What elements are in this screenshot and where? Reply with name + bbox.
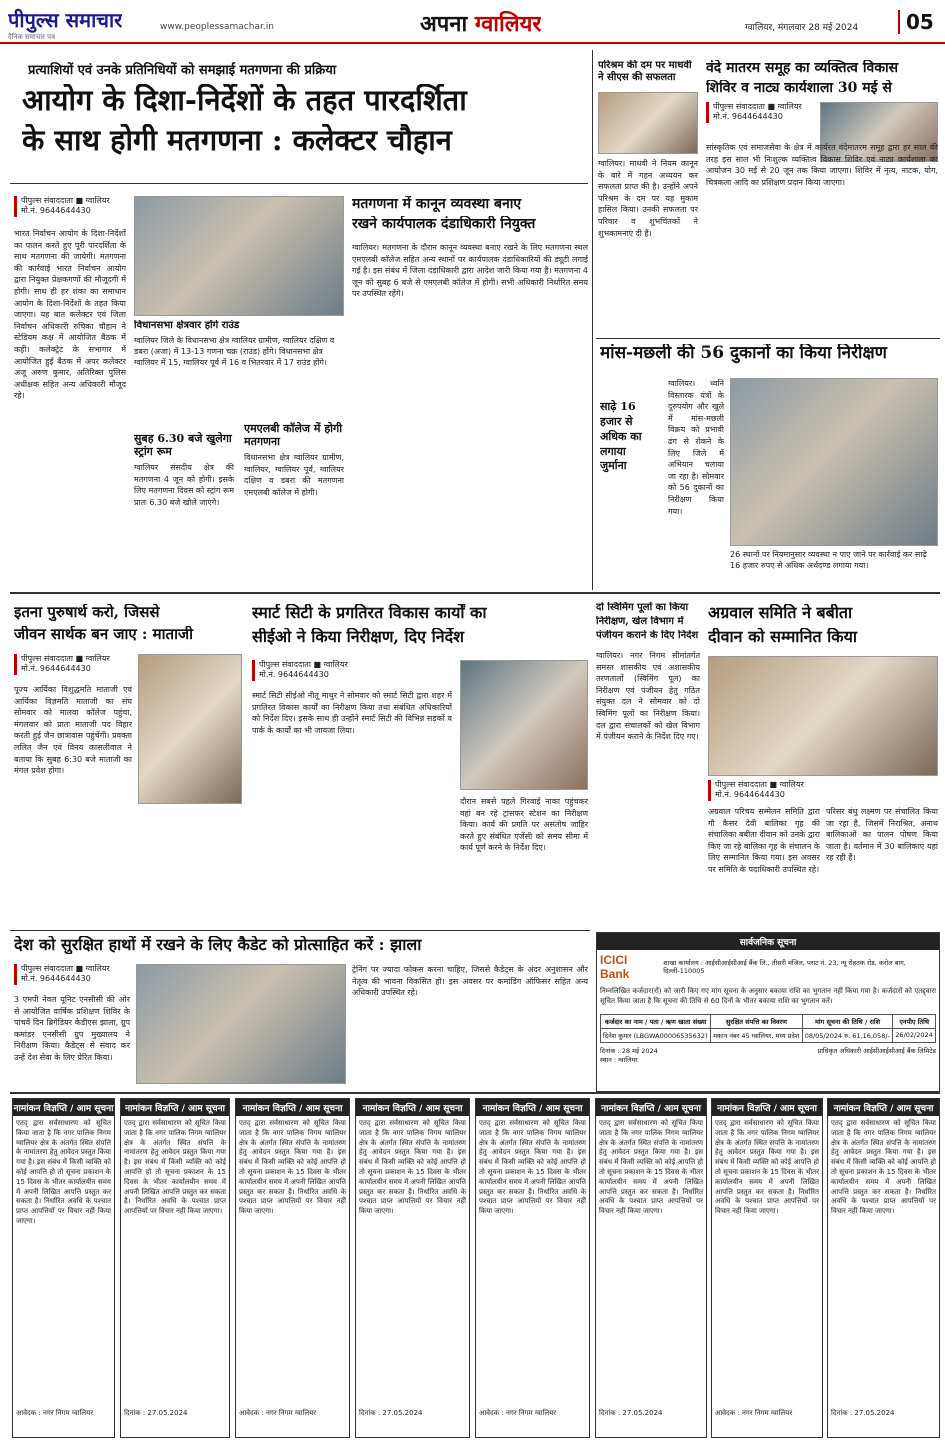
public-notice-title: सार्वजनिक सूचना: [597, 933, 939, 950]
cadet-byline: [14, 964, 124, 985]
vijapti-body-3: एतद् द्वारा सर्वसाधारण को सूचित किया जाता है कि नगर पालिक निगम ग्वालियर क्षेत्र के अंतर्गत स्थित संपत्ति के नामांतरण हेतु आवेदन प्रस्तुत किया गया है। इस संबंध में किसी व्यक्ति को कोई आपत्ति हो तो सूचना प्रकाशन के 15 दिवस के भीतर कार्यालयीन समय में अपनी लिखित आपत्ति प्रस्तुत कर सकता है। निर्धारित अवधि के पश्चात प्राप्त आपत्तियों पर विचार नहीं किया जाएगा।: [239, 1119, 346, 1216]
lead-byline: [14, 196, 124, 217]
vijapti-notice-5: [475, 1098, 590, 1438]
lead-headline-1: आयोग के दिशा-निर्देशों के तहत पारदर्शिता: [22, 84, 467, 117]
side-headline-2: रखने कार्यपालक दंडाधिकारी नियुक्त: [352, 216, 536, 232]
vijapti-notice-1: [12, 1098, 115, 1438]
agr-byline-text: पीपुल्स संवाददाता ■ ग्वालियर: [715, 780, 804, 789]
vijapti-body-6: एतद् द्वारा सर्वसाधारण को सूचित किया जाता है कि नगर पालिक निगम ग्वालियर क्षेत्र के अंतर्गत स्थित संपत्ति के नामांतरण हेतु आवेदन प्रस्तुत किया गया है। इस संबंध में किसी व्यक्ति को कोई आपत्ति हो तो सूचना प्रकाशन के 15 दिवस के भीतर कार्यालयीन समय में अपनी लिखित आपत्ति प्रस्तुत कर सकता है। निर्धारित अवधि के पश्चात प्राप्त आपत्तियों पर विचार नहीं किया जाएगा।: [599, 1119, 703, 1216]
agr-byline-phone: मो.नं. 9644644430: [715, 790, 785, 800]
mataji-photo: [138, 654, 242, 804]
vijapti-title-4: नामांकन विज्ञप्ति / आम सूचना: [356, 1099, 469, 1116]
smart-byline: [252, 660, 372, 681]
cadet-body: 3 एमपी नेवल यूनिट एनसीसी की ओर से आयोजित वार्षिक प्रशिक्षण शिविर के पांचवें दिन ब्रिगेडियर केडीएस झाला, ग्रुप कमांडर एनसीसी ग्रुप मुख्यालय ने निरीक्षण किया। कैडेट्स से संवाद कर उन्हें देश सेवा के लिए प्रेरित किया।: [14, 995, 130, 1062]
vijapti-body-7: एतद् द्वारा सर्वसाधारण को सूचित किया जाता है कि नगर पालिक निगम ग्वालियर क्षेत्र के अंतर्गत स्थित संपत्ति के नामांतरण हेतु आवेदन प्रस्तुत किया गया है। इस संबंध में किसी व्यक्ति को कोई आपत्ति हो तो सूचना प्रकाशन के 15 दिवस के भीतर कार्यालयीन समय में अपनी लिखित आपत्ति प्रस्तुत कर सकता है। निर्धारित अवधि के पश्चात प्राप्त आपत्तियों पर विचार नहीं किया जाएगा।: [715, 1119, 819, 1216]
smart-body: स्मार्ट सिटी सीईओ नीतू माथुर ने सोमवार को स्मार्ट सिटी द्वारा शहर में प्रगतिरत विकास कार्यों का निरीक्षण किया तथा संबंधित अधिकारियों को निर्देश दिए। इसके साथ ही उन्होंने स्मार्ट सिटी की विभिन्न सड़कों व पार्क के कार्यों का भी जायजा लिया।: [252, 691, 452, 735]
mataji-body: पूज्य आर्यिका विशुद्धमति माताजी एवं आर्यिका विज्ञमति माताजी का संघ सोमवार को मालवा कॉलेज पहुंचा, मंगलवार को प्रातः माताजी पद विहार करती हुई जैन छात्रावास पहुंचेंगी। प्रवक्ता ललित जैन एवं विनय कासलीवाल ने बताया कि सुबह 6:30 बजे माताजी का मंगल प्रवेश होगा।: [14, 685, 132, 776]
notice-cell-property: मकान नंबर 45 ग्वालियर, मध्य प्रदेश: [711, 1029, 803, 1043]
vijapti-title-8: नामांकन विज्ञप्ति / आम सूचना: [828, 1099, 939, 1116]
section-title-b: ग्वालियर: [474, 11, 542, 37]
vande-headline-1: वंदे मातरम समूह का व्यक्तित्व विकास: [706, 60, 899, 76]
mataji-headline-2: जीवन सार्थक बन जाए : माताजी: [14, 626, 193, 643]
public-notice: [596, 932, 940, 1092]
notice-cell-name: दिनेश कुमार (LBGWA00006535632): [601, 1029, 711, 1043]
vijapti-body-8: एतद् द्वारा सर्वसाधारण को सूचित किया जाता है कि नगर पालिक निगम ग्वालियर क्षेत्र के अंतर्गत स्थित संपत्ति के नामांतरण हेतु आवेदन प्रस्तुत किया गया है। इस संबंध में किसी व्यक्ति को कोई आपत्ति हो तो सूचना प्रकाशन के 15 दिवस के भीतर कार्यालयीन समय में अपनी लिखित आपत्ति प्रस्तुत कर सकता है। निर्धारित अवधि के पश्चात प्राप्त आपत्तियों पर विचार नहीं किया जाएगा।: [831, 1119, 936, 1216]
divider: [596, 338, 940, 339]
divider: [10, 930, 590, 931]
vijapti-title-2: नामांकन विज्ञप्ति / आम सूचना: [121, 1099, 229, 1116]
smart-body-2: दौरान सबसे पहले गिरवाई नाका पहुंचकर वहां बन रहे ट्रांसफर स्टेशन का निरीक्षण किया। कार्य की प्रगति पर असंतोष जाहिर करते हुए संबंधित एजेंसी को समय सीमा में कार्य पूर्ण करने के निर्देश दिए।: [460, 797, 588, 853]
vijapti-date-2: दिनांक : 27.05.2024: [124, 1409, 188, 1417]
side-body: ग्वालियर। मतगणना के दौरान कानून व्यवस्था बनाए रखने के लिए मतगणना स्थल एमएलबी कॉलेज सहित अन्य स्थानों पर कार्यपालक दंडाधिकारियों की ड्यूटी लगाई गई है। इस संबंध में जिला दंडाधिकारी द्वारा आदेश जारी किया गया है। मतगणना 4 जून को सुबह 6 बजे से एमएलबी कॉलेज में होगी। सभी अधिकारी निर्धारित समय पर उपस्थित रहेंगे।: [352, 243, 588, 299]
vande-byline-phone: मो.नं. 9644644430: [713, 112, 783, 122]
vande-headline-2: शिविर व नाट्य कार्यशाला 30 मई से: [706, 80, 892, 96]
vande-byline-text: पीपुल्स संवाददाता ■ ग्वालियर: [713, 102, 802, 111]
column-divider: [592, 50, 593, 590]
vijapti-title-6: नामांकन विज्ञप्ति / आम सूचना: [596, 1099, 706, 1116]
vijapti-sig-1: आवेदक : नगर निगम ग्वालियर: [16, 1409, 94, 1417]
bank-branch: शाखा कार्यालय : आईसीआईसीआई बैंक लि., तीसरी मंजिल, प्लाट नं. 23, न्यू रोहतक रोड, करोल बाग, दिल्ली-110005: [663, 958, 906, 975]
brief-body: ग्वालियर। माधवी ने नियम कानून के बारे में गहन अध्ययन कर सफलता प्राप्त की है। उन्होंने अपने परिश्रम के दम पर यह मुकाम हासिल किया। उनकी सफलता पर परिवार व शुभचिंतकों ने शुभकामनाएं दी हैं।: [598, 159, 698, 238]
lead-byline-phone: मो.नं. 9644644430: [21, 206, 91, 216]
lead-photo-caption: ग्वालियर जिले के विधानसभा क्षेत्र ग्वालियर ग्रामीण, ग्वालियर दक्षिण व डबरा (अजा) में 13-13 गणना चक्र (राउंड) होंगे। विधानसभा क्षेत्र ग्वालियर में 15, ग्वालियर पूर्व में 16 व भितरवार में 17 राउंड होंगे।: [134, 336, 335, 367]
mataji-byline: [14, 654, 134, 675]
fish-body: ग्वालियर। ध्वनि विस्तारक यंत्रों के दुरुपयोग और खुले में मांस-मछली विक्रय को प्रभावी ढंग से रोकने के लिए जिले में अभियान चलाया जा रहा है। सोमवार को 56 दुकानों का निरीक्षण किया गया।: [668, 379, 724, 516]
fish-caption: 26 स्थानों पर नियमानुसार व्यवस्था न पाए जाने पर कार्रवाई कर साढ़े 16 हजार रुपए से अधिक अर्थदण्ड लगाया गया।: [730, 550, 927, 570]
pool-body: ग्वालियर। नगर निगम सीमांतर्गत समस्त शासकीय एवं अशासकीय तरणतालों (स्विमिंग पूल) का निरीक्षण एवं पंजीयन हेतु गठित संयुक्त दल ने सोमवार को दो स्विमिंग पूलों का निरीक्षण किया। दल द्वारा संचालकों को खेल विभाग में पंजीयन कराने के निर्देश दिए गए।: [596, 651, 700, 742]
agr-headline-1: अग्रवाल समिति ने बबीता: [708, 604, 853, 622]
smart-byline-phone: मो.नं. 9644644430: [259, 670, 329, 680]
notice-col-3: मांग सूचना की तिथि / राशि: [802, 1015, 893, 1029]
vijapti-body-1: एतद् द्वारा सर्वसाधारण को सूचित किया जाता है कि नगर पालिक निगम ग्वालियर क्षेत्र के अंतर्गत स्थित संपत्ति के नामांतरण हेतु आवेदन प्रस्तुत किया गया है। इस संबंध में किसी व्यक्ति को कोई आपत्ति हो तो सूचना प्रकाशन के 15 दिवस के भीतर कार्यालयीन समय में अपनी लिखित आपत्ति प्रस्तुत कर सकता है। निर्धारित अवधि के पश्चात प्राप्त आपत्तियों पर विचार नहीं किया जाएगा।: [16, 1119, 111, 1225]
pool-headline-2: निरीक्षण, खेल विभाग में: [596, 616, 684, 627]
lead-sub-strongroom: सुबह 6.30 बजे खुलेगा स्ट्रांग रूम: [134, 432, 232, 459]
notice-date: दिनांक : 28 मई 2024: [600, 1047, 658, 1055]
mataji-byline-phone: मो.नं. 9644644430: [21, 664, 91, 674]
vijapti-sig-7: आवेदक : नगर निगम ग्वालियर: [715, 1409, 793, 1417]
vijapti-date-4: दिनांक : 27.05.2024: [359, 1409, 423, 1417]
page-header: [0, 0, 945, 44]
smart-photo: [460, 660, 588, 790]
side-headline-1: मतगणना में कानून व्यवस्था बनाए: [352, 196, 522, 212]
notice-col-2: सुरक्षित संपत्ति का विवरण: [711, 1015, 803, 1029]
fish-pull-4: लगाया: [600, 444, 626, 458]
table-row: [601, 1029, 936, 1043]
lead-headline-2: के साथ होगी मतगणना : कलेक्टर चौहान: [22, 124, 452, 157]
mataji-byline-text: पीपुल्स संवाददाता ■ ग्वालियर: [21, 654, 110, 663]
lead-col3-body: विधानसभा क्षेत्र ग्वालियर ग्रामीण, ग्वालियर, ग्वालियर पूर्व, ग्वालियर दक्षिण व डबरा की मतगणना एमएलबी कॉलेज में होगी।: [244, 453, 344, 497]
cadet-headline: देश को सुरक्षित हाथों में रखने के लिए कैडेट को प्रोत्साहित करें : झाला: [14, 936, 422, 954]
divider: [10, 1092, 940, 1094]
lead-byline-text: पीपुल्स संवाददाता ■ ग्वालियर: [21, 196, 110, 205]
fish-pull-3: अधिक का: [600, 429, 642, 443]
vijapti-notice-3: [235, 1098, 350, 1438]
brief-photo: [598, 92, 698, 154]
vijapti-date-8: दिनांक : 27.05.2024: [831, 1409, 895, 1417]
smart-headline-2: सीईओ ने किया निरीक्षण, दिए निर्देश: [252, 628, 464, 646]
agr-body-2: परिसर बंधु लक्ष्मण पर संचालित किया जा रहा है, जिसमें निराश्रित, अनाथ बालिकाओं का पालन पोषण किया जाता है। वर्तमान में 30 बालिकाएं यहां रह रही हैं।: [826, 807, 938, 863]
website-url[interactable]: www.peoplessamachar.in: [160, 22, 274, 32]
vijapti-body-5: एतद् द्वारा सर्वसाधारण को सूचित किया जाता है कि नगर पालिक निगम ग्वालियर क्षेत्र के अंतर्गत स्थित संपत्ति के नामांतरण हेतु आवेदन प्रस्तुत किया गया है। इस संबंध में किसी व्यक्ति को कोई आपत्ति हो तो सूचना प्रकाशन के 15 दिवस के भीतर कार्यालयीन समय में अपनी लिखित आपत्ति प्रस्तुत कर सकता है। निर्धारित अवधि के पश्चात प्राप्त आपत्तियों पर विचार नहीं किया जाएगा।: [479, 1119, 586, 1216]
pool-headline-1: दो स्विमिंग पूलों का किया: [596, 602, 689, 613]
cadet-byline-text: पीपुल्स संवाददाता ■ ग्वालियर: [21, 964, 110, 973]
fish-headline: मांस-मछली की 56 दुकानों का किया निरीक्षण: [600, 344, 887, 363]
vijapti-notice-7: [711, 1098, 823, 1438]
vijapti-sig-3: आवेदक : नगर निगम ग्वालियर: [239, 1409, 317, 1417]
lead-kicker: प्रत्याशियों एवं उनके प्रतिनिधियों को समझाई मतगणना की प्रक्रिया: [28, 63, 337, 78]
vande-body: सांस्कृतिक एवं समाजसेवा के क्षेत्र में कार्यरत वंदेमातरम समूह द्वारा हर साल की तरह इस साल भी निःशुल्क व्यक्तित्व विकास शिविर एवं नाट्य कार्यशाला का आयोजन 30 मई से 20 जून तक किया जाएगा। शिविर में नृत्य, नाटक, योग, चित्रकला आदि का प्रशिक्षण प्रदान किया जाएगा।: [706, 143, 938, 187]
lead-col2-body: ग्वालियर संसदीय क्षेत्र की मतगणना 4 जून को होगी। इसके लिए मतगणना दिवस को स्ट्रांग रूम प्रातः 6.30 बजे खोले जाएंगे।: [134, 463, 234, 507]
notice-cell-date: 08/05/2024 रु. 61,16,058/-: [802, 1029, 893, 1043]
vijapti-notice-6: [595, 1098, 707, 1438]
agr-byline: [708, 780, 828, 801]
vande-byline: [706, 102, 816, 123]
vijapti-body-4: एतद् द्वारा सर्वसाधारण को सूचित किया जाता है कि नगर पालिक निगम ग्वालियर क्षेत्र के अंतर्गत स्थित संपत्ति के नामांतरण हेतु आवेदन प्रस्तुत किया गया है। इस संबंध में किसी व्यक्ति को कोई आपत्ति हो तो सूचना प्रकाशन के 15 दिवस के भीतर कार्यालयीन समय में अपनी लिखित आपत्ति प्रस्तुत कर सकता है। निर्धारित अवधि के पश्चात प्राप्त आपत्तियों पर विचार नहीं किया जाएगा।: [359, 1119, 466, 1216]
pool-headline-3: पंजीयन कराने के दिए निर्देश: [596, 630, 699, 641]
vijapti-body-2: एतद् द्वारा सर्वसाधारण को सूचित किया जाता है कि नगर पालिक निगम ग्वालियर क्षेत्र के अंतर्गत स्थित संपत्ति के नामांतरण हेतु आवेदन प्रस्तुत किया गया है। इस संबंध में किसी व्यक्ति को कोई आपत्ति हो तो सूचना प्रकाशन के 15 दिवस के भीतर कार्यालयीन समय में अपनी लिखित आपत्ति प्रस्तुत कर सकता है। निर्धारित अवधि के पश्चात प्राप्त आपत्तियों पर विचार नहीं किया जाएगा।: [124, 1119, 226, 1216]
fish-pull-1: साढ़े 16: [600, 400, 636, 413]
vijapti-title-1: नामांकन विज्ञप्ति / आम सूचना: [13, 1099, 114, 1116]
page-number: 05: [898, 10, 934, 34]
lead-photo-caption-title: विधानसभा क्षेत्रवार होंगे राउंड: [134, 320, 240, 331]
fish-pull-2: हजार से: [600, 414, 633, 428]
divider: [10, 592, 940, 594]
newspaper-logo: पीपुल्स समाचार दैनिक समाचार पत्र: [8, 8, 123, 41]
notice-signatory: प्राधिकृत अधिकारी आईसीआईसीआई बैंक लिमिटेड: [817, 1047, 936, 1055]
smart-headline-1: स्मार्ट सिटी के प्रगतिरत विकास कार्यों का: [252, 604, 487, 622]
vijapti-title-7: नामांकन विज्ञप्ति / आम सूचना: [712, 1099, 822, 1116]
vijapti-date-6: दिनांक : 27.05.2024: [599, 1409, 663, 1417]
lead-body: भारत निर्वाचन आयोग के दिशा-निर्देशों का पालन करते हुए पूरी पारदर्शिता के साथ मतगणना की जायेगी। मतगणना की कार्रवाई भारत निर्वाचन आयोग द्वारा नियुक्त प्रेक्षकगणों की मौजूदगी में होगी। साथ ही हर शंका का समाधान आयोग के दिशा-निर्देशों के तहत किया जाएगा। यह बात कलेक्टर एवं जिला निर्वाचन अधिकारी रुचिका चौहान ने स्टेडियम कक्ष में आयोजित बैठक में कही। कलेक्ट्रेट के सभागार में आयोजित हुई बैठक में अपर कलेक्टर अंजू अरुण कुमार, अतिरिक्त पुलिस अधीक्षक सहित अन्य अधिकारी मौजूद रहे।: [14, 229, 126, 401]
section-title-a: अपना: [420, 11, 468, 37]
divider: [10, 183, 588, 184]
vijapti-sig-5: आवेदक : नगर निगम ग्वालियर: [479, 1409, 557, 1417]
mataji-headline-1: इतना पुरुषार्थ करो, जिससे: [14, 604, 160, 621]
brief-headline: परिश्रम की दम पर माधवी ने सीएस की सफलता: [598, 60, 692, 83]
notice-col-1: कर्जदार का नाम / पता / ऋण खाता संख्या: [601, 1015, 711, 1029]
vijapti-notice-4: [355, 1098, 470, 1438]
notice-col-4: एनपीए तिथि: [893, 1015, 936, 1029]
notice-place: स्थान : ग्वालियर: [600, 1056, 638, 1064]
fish-pull-5: जुर्माना: [600, 459, 627, 473]
cadet-photo: [136, 964, 346, 1084]
notice-cell-npa: 26/02/2024: [893, 1029, 936, 1043]
lead-sub-mlb: एमएलबी कॉलेज में होगी मतगणना: [244, 422, 343, 449]
notice-text: निम्नलिखित कर्जदार(रों) को जारी किए गए मांग सूचना के अनुसार बकाया राशि का भुगतान नहीं किया गया है। कर्जदारों को एतद्द्वारा सूचित किया जाता है कि सूचना की तिथि से 60 दिनों के भीतर बकाया राशि का भुगतान करें।: [600, 987, 936, 1005]
vijapti-title-5: नामांकन विज्ञप्ति / आम सूचना: [476, 1099, 589, 1116]
agr-body: अग्रवाल परिचय सम्मेलन समिति द्वारा गौ कैसर देवी बालिका गृह की संचालिका बबीता दीवान को उनके द्वारा किए जा रहे बालिका गृह के संचालन के लिए सम्मानित किया गया। इस अवसर पर समिति के पदाधिकारी उपस्थित रहे।: [708, 807, 820, 874]
agr-headline-2: दीवान को सम्मानित किया: [708, 628, 858, 646]
vijapti-notice-8: [827, 1098, 940, 1438]
fish-photo: [730, 378, 938, 546]
vijapti-notice-2: [120, 1098, 230, 1438]
cadet-body-2: ट्रेनिंग पर ज्यादा फोकस करना चाहिए, जिससे कैडेट्स के अंदर अनुशासन और नेतृत्व की भावना विकसित हो। इस अवसर पर कमांडिंग ऑफिसर सहित अन्य अधिकारी उपस्थित रहे।: [352, 965, 588, 998]
agr-photo: [708, 656, 938, 776]
lead-photo: [134, 196, 344, 316]
dateline: ग्वालियर, मंगलवार 28 मई 2024: [745, 23, 859, 33]
section-title: [420, 8, 541, 38]
smart-byline-text: पीपुल्स संवाददाता ■ ग्वालियर: [259, 660, 348, 669]
notice-table: [600, 1014, 936, 1043]
bank-logo: ICICI Bank: [600, 953, 630, 981]
cadet-byline-phone: मो.नं. 9644644430: [21, 974, 91, 984]
vijapti-title-3: नामांकन विज्ञप्ति / आम सूचना: [236, 1099, 349, 1116]
